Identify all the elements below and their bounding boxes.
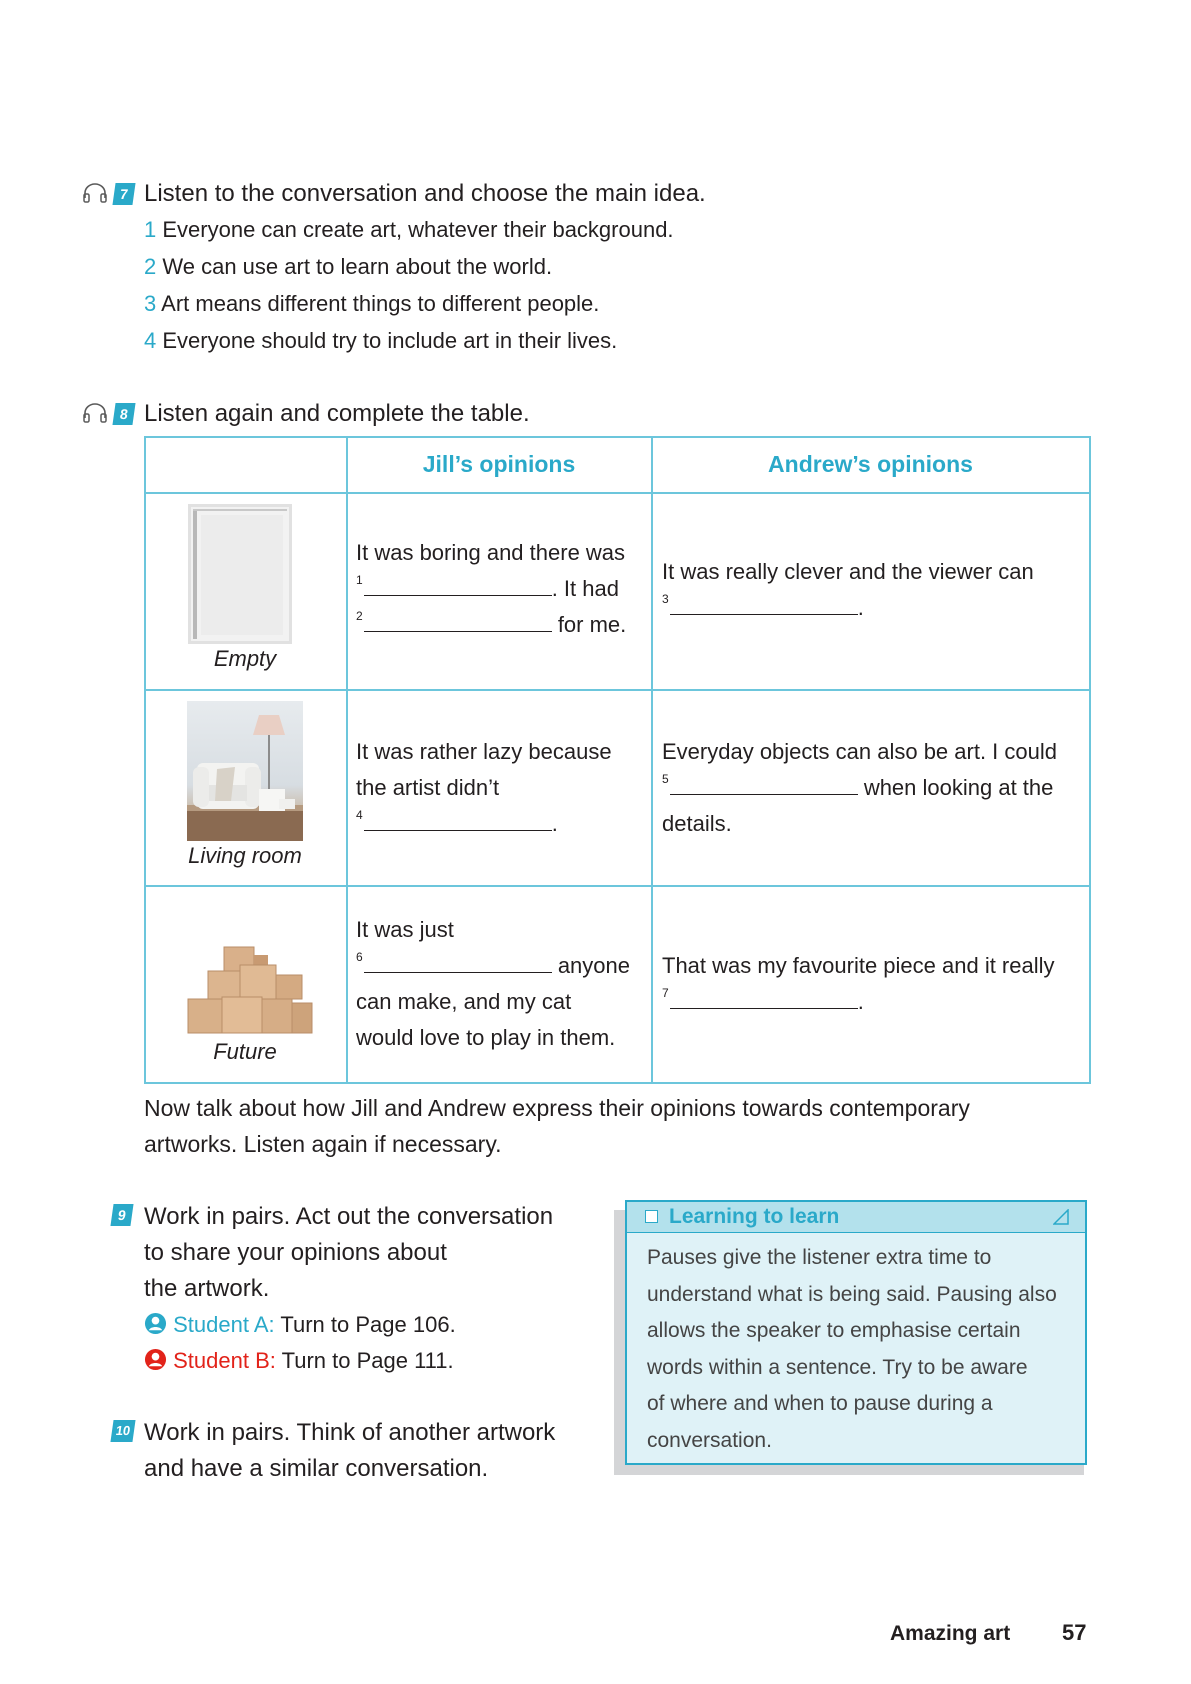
corner-triangle-icon (1053, 1209, 1069, 1225)
answer-blank-6[interactable] (364, 950, 552, 973)
artwork-caption: Empty (213, 646, 277, 671)
exercise-number-badge: 10 (110, 1420, 135, 1442)
table-border (1089, 436, 1091, 1084)
cardboard-boxes-illustration (184, 941, 314, 1041)
exercise-number-badge: 7 (112, 183, 135, 205)
artwork-image-future (184, 941, 314, 1041)
exercise-instruction: Work in pairs. Act out the conversation (144, 1203, 554, 1230)
jill-opinion-1: It was boring and there was $^1$ . It had $^2$ for me. (356, 540, 627, 637)
answer-blank-2[interactable] (364, 609, 552, 632)
andrew-opinion-1: It was really clever and the viewer can $^3$ . (662, 559, 1034, 620)
exercise-instruction: Work in pairs. Think of another artwork (144, 1419, 556, 1446)
header-jill: Jill’s opinions (422, 451, 576, 477)
option-item[interactable]: 3 Art means different things to different people. (144, 291, 600, 316)
artwork-image-empty (188, 504, 292, 644)
table-border (144, 492, 1091, 494)
exercise-number-badge: 9 (110, 1204, 133, 1226)
answer-blank-5[interactable] (670, 772, 858, 795)
answer-blank-4[interactable] (364, 808, 552, 831)
learning-box-title: Learning to learn (669, 1205, 840, 1228)
table-border (144, 689, 1091, 691)
headphones-icon[interactable] (82, 182, 108, 204)
learning-to-learn-box (625, 1200, 1087, 1465)
followup-instruction: Now talk about how Jill and Andrew express their opinions towards contemporary artworks. Listen again if necessary. (144, 1095, 970, 1157)
learning-box-text: Pauses give the listener extra time to understand what is being said. Pausing also allows the speaker to emphasise certain words within a sentence. Try to be aware of where and when to pause during a conversation. (647, 1246, 1057, 1452)
headphones-icon[interactable] (82, 402, 108, 424)
checkbox-icon (645, 1210, 658, 1223)
answer-blank-7[interactable] (670, 986, 858, 1009)
student-b-icon (144, 1348, 167, 1371)
table-border (346, 436, 348, 1084)
option-item[interactable]: 4 Everyone should try to include art in their lives. (144, 328, 618, 353)
answer-blank-1[interactable] (364, 573, 552, 596)
learning-box-header (627, 1202, 1085, 1233)
jill-opinion-2: It was rather lazy because the artist didn’t $^4$ . (356, 739, 612, 836)
opinions-table (144, 436, 1091, 1084)
page-number: 57 (1062, 1620, 1087, 1645)
answer-blank-3[interactable] (670, 592, 858, 615)
option-item[interactable]: 1 Everyone can create art, whatever their background. (144, 217, 674, 242)
option-item[interactable]: 2 We can use art to learn about the world. (144, 254, 553, 279)
footer-unit-title: Amazing art (890, 1622, 1011, 1645)
table-border (144, 885, 1091, 887)
andrew-opinion-3: That was my favourite piece and it really $^7$ . (662, 953, 1055, 1014)
table-border (144, 1082, 1091, 1084)
student-a-line[interactable]: Student A: Turn to Page 106. (144, 1307, 553, 1343)
andrew-opinion-2: Everyday objects can also be art. I could $^5$ when looking at the details. (662, 739, 1057, 836)
student-a-icon (144, 1312, 167, 1335)
student-b-line[interactable]: Student B: Turn to Page 111. (144, 1343, 553, 1379)
artwork-caption: Living room (188, 843, 302, 868)
exercise-instruction: Listen to the conversation and choose the main idea. (144, 180, 706, 207)
table-border (651, 436, 653, 1084)
header-andrew: Andrew’s opinions (768, 451, 973, 477)
artwork-image-living-room (187, 701, 303, 841)
jill-opinion-3: It was just $^6$ anyone can make, and my cat would love to play in them. (356, 917, 630, 1050)
exercise-number-badge: 8 (112, 403, 135, 425)
table-border (144, 436, 146, 1084)
exercise-instruction: Listen again and complete the table. (144, 400, 530, 427)
living-room-illustration (187, 701, 303, 841)
artwork-caption: Future (213, 1039, 277, 1064)
